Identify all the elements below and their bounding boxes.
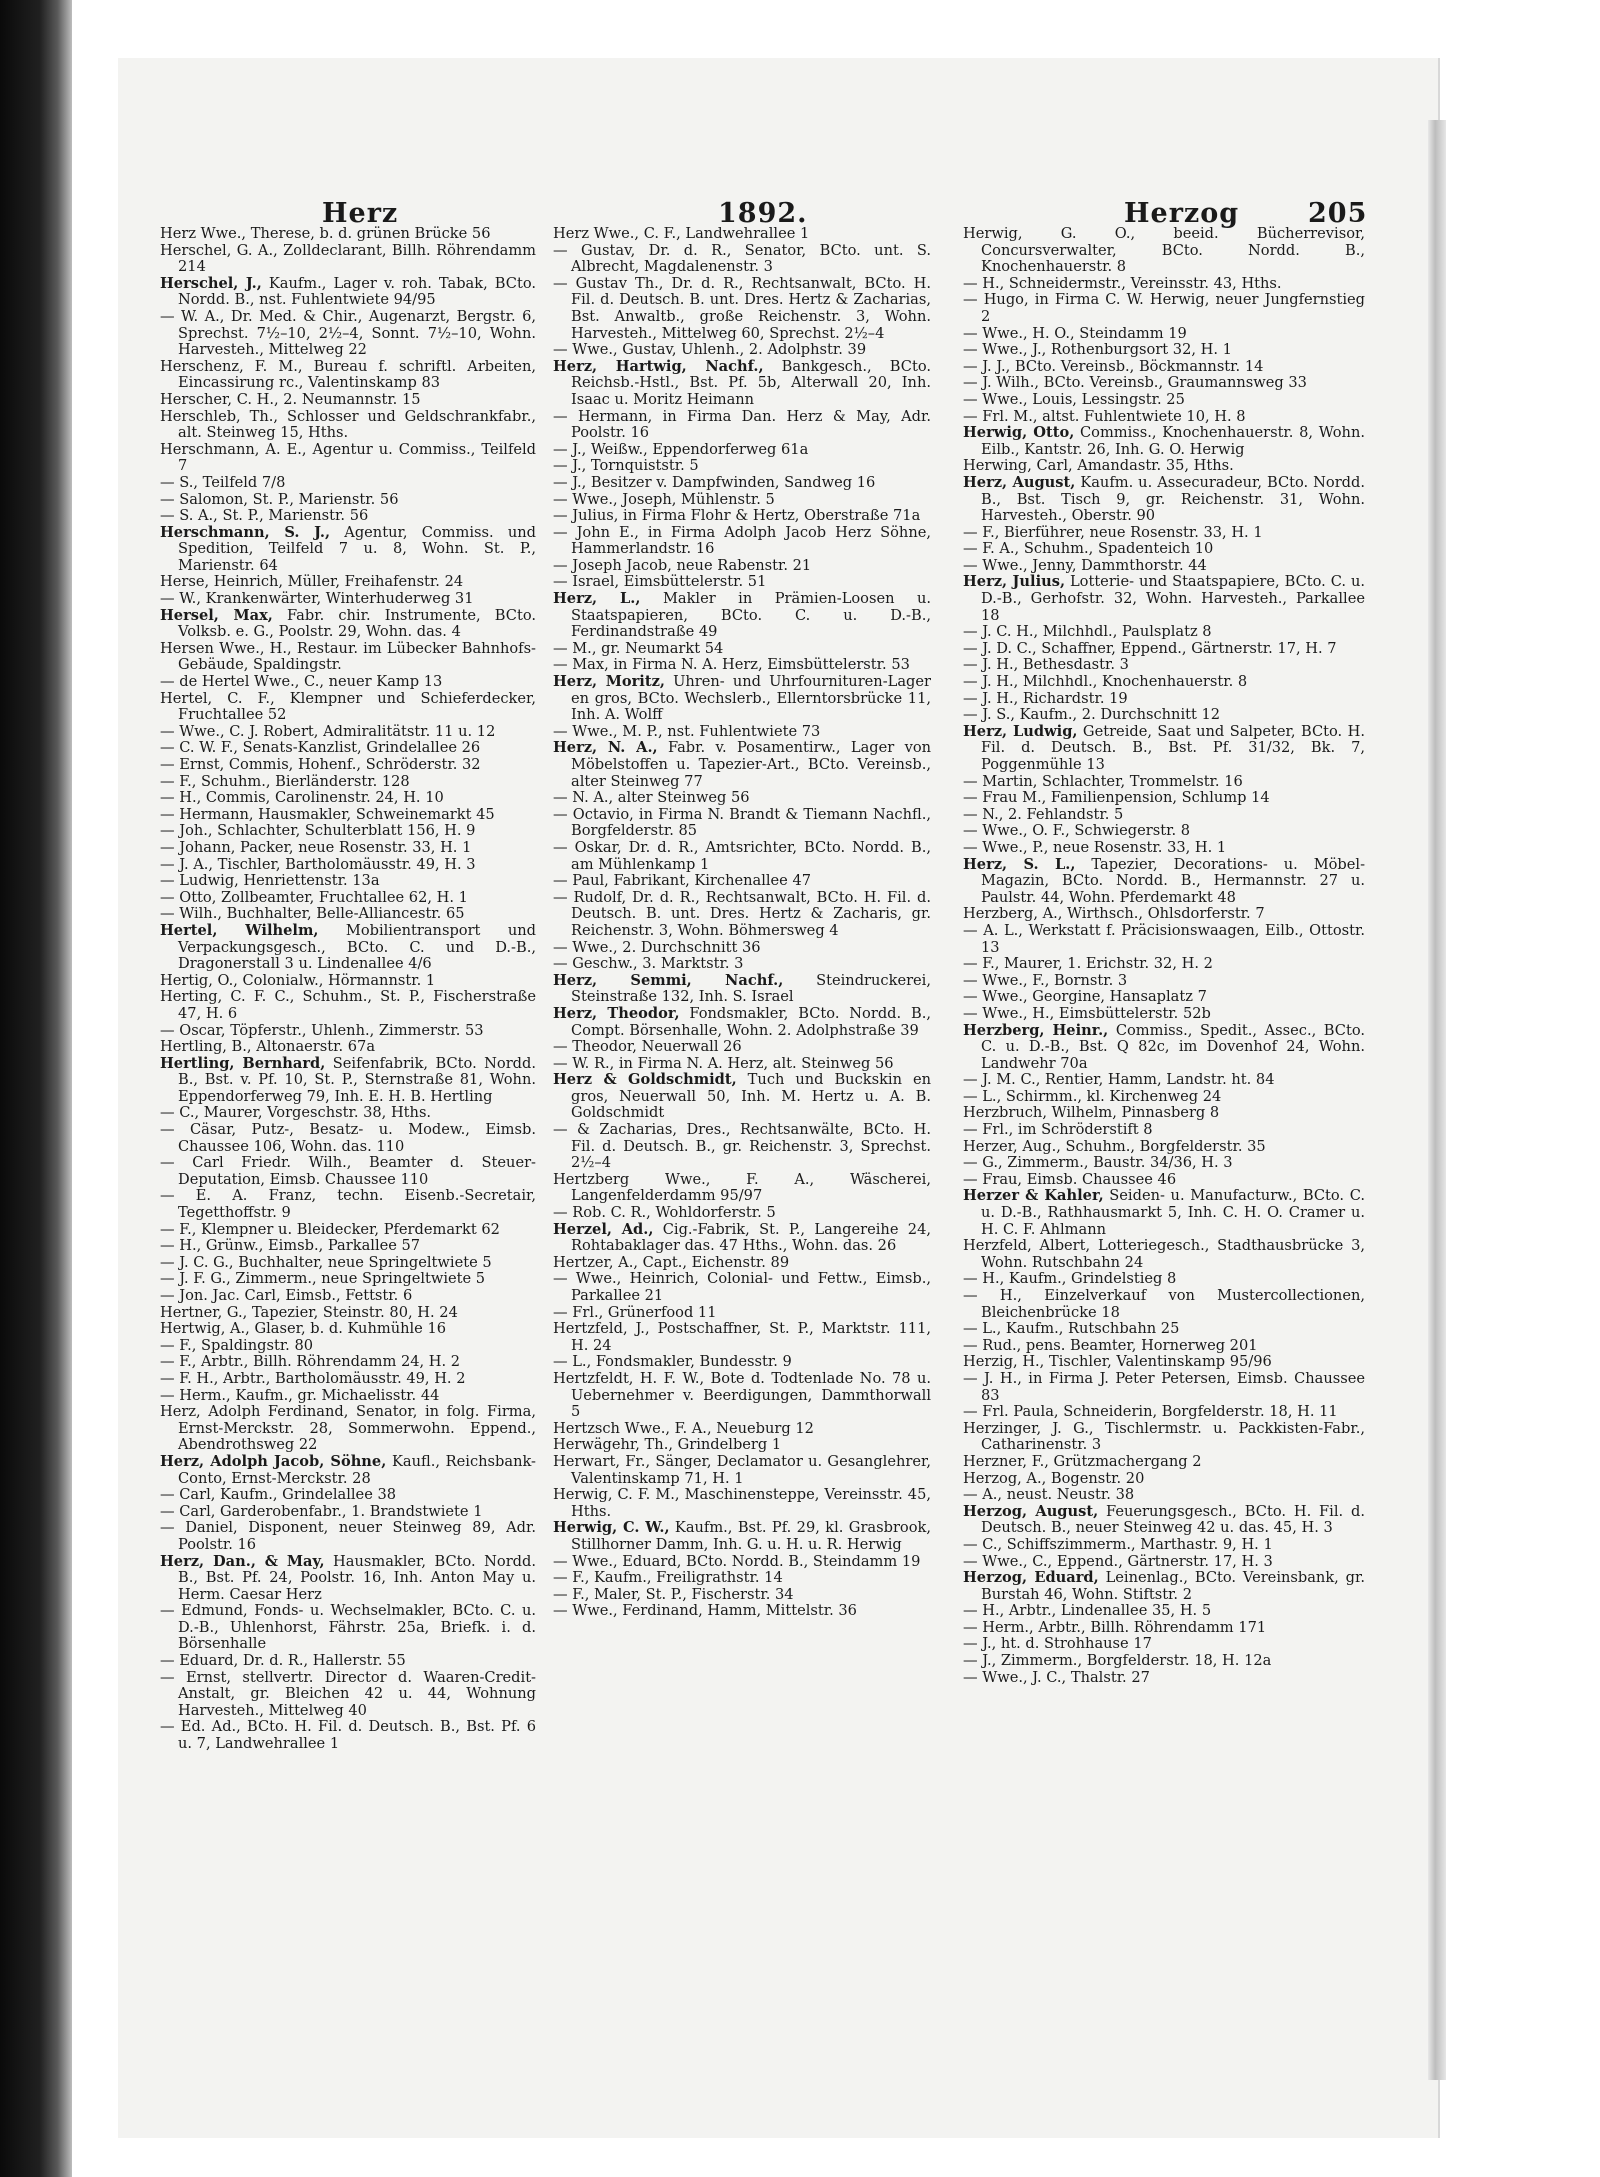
directory-entry: — A. L., Werkstatt f. Präcisionswaagen, Eilb., Ottostr. 13	[963, 921, 1365, 956]
directory-entry: — J., Weißw., Eppendorferweg 61a	[553, 440, 809, 458]
directory-entry: — Geschw., 3. Marktstr. 3	[553, 955, 744, 973]
directory-entry: Herzberg, A., Wirthsch., Ohlsdorferstr. 7	[963, 905, 1265, 923]
directory-entry: — Hermann, Hausmakler, Schweinemarkt 45	[160, 805, 495, 823]
directory-entry: — N., 2. Fehlandstr. 5	[963, 805, 1124, 823]
directory-entry: — C., Schiffszimmerm., Marthastr. 9, H. 1	[963, 1535, 1273, 1553]
directory-entry: Hertel, Wilhelm, Mobilientransport und Verpackungsgesch., BCto. C. und D.-B., Dragonerstall 3 u. Lindenallee 4/6	[160, 921, 536, 973]
directory-entry: — Wwe., F., Bornstr. 3	[963, 971, 1128, 989]
directory-entry: Hertling, B., Altonaerstr. 67a	[160, 1038, 376, 1056]
directory-entry: — Wwe., 2. Durchschnitt 36	[553, 938, 761, 956]
directory-entry: — Cäsar, Putz-, Besatz- u. Modew., Eimsb. Chaussee 106, Wohn. das. 110	[160, 1121, 536, 1155]
directory-entry: — A., neust. Neustr. 38	[963, 1486, 1135, 1504]
directory-entry: Herse, Heinrich, Müller, Freihafenstr. 24	[160, 573, 464, 591]
directory-entry: — W. A., Dr. Med. & Chir., Augenarzt, Bergstr. 6, Sprechst. 7½–10, 2½–4, Sonnt. 7½–10, Wohn. Harvesteh., Mittelweg 22	[160, 307, 536, 359]
directory-entry: — Wwe., C., Eppend., Gärtnerstr. 17, H. 3	[963, 1552, 1273, 1570]
directory-entry: Herz, Adolph Jacob, Söhne, Kaufl., Reichsbank-Conto, Ernst-Merckstr. 28	[160, 1452, 536, 1487]
directory-entry: — F., Maler, St. P., Fischerstr. 34	[553, 1585, 794, 1603]
directory-entry: Hersel, Max, Fabr. chir. Instrumente, BCto. Volksb. e. G., Poolstr. 29, Wohn. das. 4	[160, 606, 536, 641]
directory-entry: Herschel, G. A., Zolldeclarant, Billh. Röhrendamm 214	[160, 241, 536, 276]
directory-entry: — J. M. C., Rentier, Hamm, Landstr. ht. 84	[963, 1071, 1275, 1089]
directory-entry: — Daniel, Disponent, neuer Steinweg 89, Adr. Poolstr. 16	[160, 1519, 536, 1553]
directory-entry: Herwig, Otto, Commiss., Knochenhauerstr. 8, Wohn. Eilb., Kantstr. 26, Inh. G. O. Herwig	[963, 424, 1365, 458]
directory-entry: — Frl., im Schröderstift 8	[963, 1121, 1153, 1139]
directory-entry: — Ernst, Commis, Hohenf., Schröderstr. 32	[160, 756, 481, 773]
directory-entry: Hertzsch Wwe., F. A., Neueburg 12	[553, 1419, 814, 1437]
directory-entry: — Wwe., C. J. Robert, Admiralitätstr. 11 u. 12	[160, 722, 496, 740]
directory-entry: — C., Maurer, Vorgeschstr. 38, Hths.	[160, 1104, 432, 1122]
directory-entry: — Frau, Eimsb. Chaussee 46	[963, 1170, 1177, 1188]
directory-entry: Hertzberg Wwe., F. A., Wäscherei, Langenfelderdamm 95/97	[553, 1170, 931, 1205]
directory-entry: — F. H., Arbtr., Bartholomäusstr. 49, H. 2	[160, 1369, 466, 1387]
directory-entry: — C. W. F., Senats-Kanzlist, Grindelallee 26	[160, 739, 481, 757]
directory-entry: — Wwe., P., neue Rosenstr. 33, H. 1	[963, 838, 1227, 856]
directory-entry: Herwart, Fr., Sänger, Declamator u. Gesanglehrer, Valentinskamp 71, H. 1	[553, 1452, 931, 1487]
directory-entry: — Johann, Packer, neue Rosenstr. 33, H. 1	[160, 838, 472, 856]
directory-entry: — Theodor, Neuerwall 26	[553, 1038, 742, 1056]
directory-entry: Herzer & Kahler, Seiden- u. Manufacturw., BCto. C. u. D.-B., Rathhausmarkt 5, Inh. C. H. O. Cramer u. H. C. F. Ahlmann	[963, 1187, 1365, 1238]
directory-entry: Herz, Dan., & May, Hausmakler, BCto. Nordd. B., Bst. Pf. 24, Poolstr. 16, Inh. Anton May u. Herm. Caesar Herz	[160, 1552, 536, 1603]
directory-entry: — Israel, Eimsbüttelerstr. 51	[553, 573, 767, 591]
directory-entry: — Martin, Schlachter, Trommelstr. 16	[963, 772, 1243, 790]
directory-entry: — F., Schuhm., Bierländerstr. 128	[160, 772, 410, 790]
directory-entry: Herschmann, S. J., Agentur, Commiss. und Spedition, Teilfeld 7 u. 8, Wohn. St. P., Marienstr. 64	[160, 523, 536, 574]
directory-entry: — Max, in Firma N. A. Herz, Eimsbüttelerstr. 53	[553, 656, 910, 674]
directory-entry: — J. J., BCto. Vereinsb., Böckmannstr. 14	[963, 357, 1264, 375]
directory-entry: Herz Wwe., Therese, b. d. grünen Brücke 56	[160, 226, 491, 242]
directory-entry: — Frl. M., altst. Fuhlentwiete 10, H. 8	[963, 407, 1246, 425]
directory-entry: — F., Arbtr., Billh. Röhrendamm 24, H. 2	[160, 1353, 461, 1371]
directory-entry: — E. A. Franz, techn. Eisenb.-Secretair, Tegetthoffstr. 9	[160, 1187, 536, 1222]
directory-entry: — H., Kaufm., Grindelstieg 8	[963, 1270, 1177, 1288]
directory-entry: — Octavio, in Firma N. Brandt & Tiemann Nachfl., Borgfelderstr. 85	[553, 805, 931, 840]
directory-entry: Herzinger, J. G., Tischlermstr. u. Packkisten-Fabr., Catharinenstr. 3	[963, 1419, 1365, 1454]
directory-entry: — H., Arbtr., Lindenallee 35, H. 5	[963, 1602, 1212, 1620]
directory-entry: Herschleb, Th., Schlosser und Geldschrankfabr., alt. Steinweg 15, Hths.	[160, 407, 536, 442]
header-right-keyword: Herzog	[1124, 198, 1240, 229]
directory-entry: — H., Grünw., Eimsb., Parkallee 57	[160, 1237, 421, 1255]
directory-entry: — J., Zimmerm., Borgfelderstr. 18, H. 12a	[963, 1652, 1272, 1670]
directory-entry: — Wwe., Eduard, BCto. Nordd. B., Steindamm 19	[553, 1552, 921, 1570]
directory-entry: — Ludwig, Henriettenstr. 13a	[160, 872, 380, 890]
directory-entry: Herzner, F., Grützmachergang 2	[963, 1452, 1202, 1470]
directory-entry: — F., Bierführer, neue Rosenstr. 33, H. 1	[963, 523, 1263, 541]
directory-entry: — Wwe., Gustav, Uhlenh., 2. Adolphstr. 39	[553, 341, 867, 359]
directory-entry: Herz, Adolph Ferdinand, Senator, in folg. Firma, Ernst-Merckstr. 28, Sommerwohn. Eppend., Abendrothsweg 22	[160, 1403, 536, 1454]
directory-entry: Herwig, C. W., Kaufm., Bst. Pf. 29, kl. Grasbrook, Stillhorner Damm, Inh. G. u. H. u. R. Herwig	[553, 1519, 931, 1553]
directory-entry: — J. A., Tischler, Bartholomäusstr. 49, H. 3	[160, 855, 476, 873]
directory-entry: Herz, Ludwig, Getreide, Saat und Salpeter, BCto. H. Fil. d. Deutsch. B., Bst. Pf. 31/32, Bk. 7, Poggenmühle 13	[963, 722, 1365, 773]
directory-entry: — Wwe., Louis, Lessingstr. 25	[963, 390, 1185, 408]
directory-entry: — Herm., Kaufm., gr. Michaelisstr. 44	[160, 1386, 440, 1404]
directory-entry: — Frl. Paula, Schneiderin, Borgfelderstr. 18, H. 11	[963, 1403, 1338, 1421]
directory-entry: Herzog, A., Bogenstr. 20	[963, 1469, 1145, 1487]
directory-column-2	[553, 226, 931, 2086]
directory-entry: — & Zacharias, Dres., Rechtsanwälte, BCto. H. Fil. d. Deutsch. B., gr. Reichenstr. 3, Sprechst. 2½–4	[553, 1121, 931, 1172]
directory-entry: — J. H., in Firma J. Peter Petersen, Eimsb. Chaussee 83	[963, 1369, 1365, 1404]
directory-entry: — H., Einzelverkauf von Mustercollectionen, Bleichenbrücke 18	[963, 1287, 1365, 1321]
directory-entry: Herscher, C. H., 2. Neumannstr. 15	[160, 390, 421, 408]
directory-entry: — Wilh., Buchhalter, Belle-Alliancestr. 65	[160, 905, 465, 923]
directory-column-1	[160, 226, 536, 2086]
directory-entry: — Wwe., H. O., Steindamm 19	[963, 324, 1187, 342]
directory-entry: Herz, Semmi, Nachf., Steindruckerei, Steinstraße 132, Inh. S. Israel	[553, 971, 931, 1006]
directory-entry: Herz Wwe., C. F., Landwehrallee 1	[553, 226, 810, 242]
directory-entry: — F., Kaufm., Freiligrathstr. 14	[553, 1569, 783, 1587]
directory-entry: Herschmann, A. E., Agentur u. Commiss., Teilfeld 7	[160, 440, 536, 475]
directory-entry: — F. A., Schuhm., Spadenteich 10	[963, 540, 1214, 558]
directory-entry: Herz, Theodor, Fondsmakler, BCto. Nordd. B., Compt. Börsenhalle, Wohn. 2. Adolphstraße 39	[553, 1004, 931, 1039]
directory-entry: — Wwe., Georgine, Hansaplatz 7	[963, 988, 1207, 1006]
directory-entry: Herzbruch, Wilhelm, Pinnasberg 8	[963, 1104, 1220, 1122]
directory-entry: — Wwe., O. F., Schwiegerstr. 8	[963, 822, 1191, 840]
directory-entry: Herz & Goldschmidt, Tuch und Buckskin en gros, Neuerwall 50, Inh. M. Hertz u. A. B. Goldschmidt	[553, 1071, 931, 1122]
directory-entry: — W., Krankenwärter, Winterhuderweg 31	[160, 590, 474, 608]
directory-entry: Herz, L., Makler in Prämien-Loosen u. Staatspapieren, BCto. C. u. D.-B., Ferdinandstraße 49	[553, 590, 931, 641]
directory-entry: — J., Tornquiststr. 5	[553, 457, 699, 475]
directory-entry: Herz, Hartwig, Nachf., Bankgesch., BCto. Reichsb.-Hstl., Bst. Pf. 5b, Alterwall 20, Inh. Isaac u. Moritz Heimann	[553, 357, 931, 408]
directory-entry: Herz, S. L., Tapezier, Decorations- u. Möbel-Magazin, BCto. Nordd. B., Hermannstr. 27 u. Paulstr. 44, Wohn. Pferdemarkt 48	[963, 855, 1365, 906]
directory-column-3	[963, 226, 1365, 2086]
directory-entry: — J. F. G., Zimmerm., neue Springeltwiete 5	[160, 1270, 486, 1288]
directory-entry: Herz, August, Kaufm. u. Assecuradeur, BCto. Nordd. B., Bst. Tisch 9, gr. Reichenstr. 31, Wohn. Harvesteh., Oberstr. 90	[963, 473, 1365, 525]
header-left-keyword: Herz	[322, 198, 399, 229]
directory-entry: — J. C. G., Buchhalter, neue Springeltwiete 5	[160, 1253, 492, 1271]
directory-entry: — Hugo, in Firma C. W. Herwig, neuer Jungfernstieg 2	[963, 291, 1365, 325]
directory-entry: Hersen Wwe., H., Restaur. im Lübecker Bahnhofs-Gebäude, Spaldingstr.	[160, 639, 536, 674]
directory-entry: — J. D. C., Schaffner, Eppend., Gärtnerstr. 17, H. 7	[963, 639, 1337, 657]
directory-entry: Hertzfeldt, H. F. W., Bote d. Todtenlade No. 78 u. Uebernehmer v. Beerdigungen, Dammthorwall 5	[553, 1369, 931, 1421]
directory-entry: — H., Commis, Carolinenstr. 24, H. 10	[160, 789, 444, 807]
directory-entry: — J. C. H., Milchhdl., Paulsplatz 8	[963, 623, 1212, 641]
directory-entry: — Wwe., J. C., Thalstr. 27	[963, 1668, 1150, 1686]
directory-entry: — G., Zimmerm., Baustr. 34/36, H. 3	[963, 1154, 1233, 1172]
directory-entry: Herwig, C. F. M., Maschinensteppe, Vereinsstr. 45, Hths.	[553, 1486, 931, 1520]
directory-entry: — Wwe., J., Rothenburgsort 32, H. 1	[963, 341, 1232, 359]
directory-entry: — Hermann, in Firma Dan. Herz & May, Adr. Poolstr. 16	[553, 407, 931, 442]
directory-entry: — Wwe., M. P., nst. Fuhlentwiete 73	[553, 722, 821, 740]
directory-entry: Herwing, Carl, Amandastr. 35, Hths.	[963, 457, 1234, 475]
header-year: 1892.	[718, 198, 808, 229]
directory-entry: — Gustav Th., Dr. d. R., Rechtsanwalt, BCto. H. Fil. d. Deutsch. B. unt. Dres. Hertz & Zacharias, Bst. Anwaltb., große Reichenstr. 3, Wohn. Harvesteh., Mittelweg 60, Sprechst. 2½–4	[553, 274, 931, 342]
directory-entry: — Eduard, Dr. d. R., Hallerstr. 55	[160, 1652, 406, 1670]
page-number: 205	[1308, 198, 1368, 229]
directory-entry: — Wwe., H., Eimsbüttelerstr. 52b	[963, 1004, 1211, 1022]
directory-entry: — Joh., Schlachter, Schulterblatt 156, H. 9	[160, 822, 476, 840]
directory-entry: — J. H., Bethesdastr. 3	[963, 656, 1129, 674]
directory-entry: Herwägehr, Th., Grindelberg 1	[553, 1436, 782, 1454]
directory-entry: Herzfeld, Albert, Lotteriegesch., Stadthausbrücke 3, Wohn. Rutschbahn 24	[963, 1237, 1365, 1271]
directory-entry: — W. R., in Firma N. A. Herz, alt. Steinweg 56	[553, 1054, 894, 1072]
directory-entry: Herz, N. A., Fabr. v. Posamentirw., Lager von Möbelstoffen u. Tapezier-Art., BCto. Vereinsb., alter Steinweg 77	[553, 739, 931, 790]
directory-entry: — Salomon, St. P., Marienstr. 56	[160, 490, 399, 508]
directory-entry: — J. H., Richardstr. 19	[963, 689, 1128, 707]
directory-entry: — S., Teilfeld 7/8	[160, 473, 286, 491]
directory-entry: — J., Besitzer v. Dampfwinden, Sandweg 16	[553, 473, 876, 491]
directory-entry: — M., gr. Neumarkt 54	[553, 639, 724, 657]
directory-entry: — de Hertel Wwe., C., neuer Kamp 13	[160, 673, 443, 691]
directory-entry: Hertzer, A., Capt., Eichenstr. 89	[553, 1253, 790, 1271]
directory-entry: Herting, C. F. C., Schuhm., St. P., Fischerstraße 47, H. 6	[160, 988, 536, 1022]
directory-entry: — F., Maurer, 1. Erichstr. 32, H. 2	[963, 955, 1213, 973]
page-edge	[1428, 120, 1446, 2080]
directory-entry: — L., Schirmm., kl. Kirchenweg 24	[963, 1087, 1222, 1105]
directory-entry: — J. S., Kaufm., 2. Durchschnitt 12	[963, 706, 1221, 724]
directory-entry: Herzog, August, Feuerungsgesch., BCto. H. Fil. d. Deutsch. B., neuer Steinweg 42 u. das. 45, H. 3	[963, 1502, 1365, 1537]
directory-entry: — Rudolf, Dr. d. R., Rechtsanwalt, BCto. H. Fil. d. Deutsch. B. unt. Dres. Hertz & Zacharis, gr. Reichenstr. 3, Wohn. Böhmersweg 4	[553, 888, 931, 939]
directory-entry: Hertel, C. F., Klempner und Schieferdecker, Fruchtallee 52	[160, 689, 536, 724]
directory-entry: — Paul, Fabrikant, Kirchenallee 47	[553, 872, 812, 890]
directory-entry: Herzel, Ad., Cig.-Fabrik, St. P., Langereihe 24, Rohtabaklager das. 47 Hths., Wohn. das. 26	[553, 1220, 931, 1255]
directory-entry: — Edmund, Fonds- u. Wechselmakler, BCto. C. u. D.-B., Uhlenhorst, Fährstr. 25a, Briefk. i. d. Börsenhalle	[160, 1602, 536, 1653]
directory-entry: Herwig, G. O., beeid. Bücherrevisor, Concursverwalter, BCto. Nordd. B., Knochenhauerstr. 8	[963, 226, 1365, 276]
directory-entry: — Frau M., Familienpension, Schlump 14	[963, 789, 1270, 807]
directory-entry: — Wwe., Jenny, Dammthorstr. 44	[963, 556, 1207, 574]
directory-entry: Herzog, Eduard, Leinenlag., BCto. Vereinsbank, gr. Burstah 46, Wohn. Stiftstr. 2	[963, 1569, 1365, 1603]
directory-entry: — L., Kaufm., Rutschbahn 25	[963, 1320, 1180, 1338]
directory-entry: — J., ht. d. Strohhause 17	[963, 1635, 1152, 1653]
directory-entry: — Wwe., Ferdinand, Hamm, Mittelstr. 36	[553, 1602, 857, 1620]
directory-entry: — N. A., alter Steinweg 56	[553, 789, 750, 807]
directory-entry: — H., Schneidermstr., Vereinsstr. 43, Hths.	[963, 274, 1282, 292]
directory-entry: Herz, Julius, Lotterie- und Staatspapiere, BCto. C. u. D.-B., Gerhofstr. 32, Wohn. Harvesteh., Parkallee 18	[963, 573, 1365, 624]
directory-entry: — Gustav, Dr. d. R., Senator, BCto. unt. S. Albrecht, Magdalenenstr. 3	[553, 241, 931, 276]
directory-entry: — Rud., pens. Beamter, Hornerweg 201	[963, 1336, 1258, 1354]
directory-entry: Hertzfeld, J., Postschaffner, St. P., Marktstr. 111, H. 24	[553, 1320, 931, 1354]
directory-entry: — Carl Friedr. Wilh., Beamter d. Steuer-Deputation, Eimsb. Chaussee 110	[160, 1154, 536, 1188]
directory-entry: — F., Klempner u. Bleidecker, Pferdemarkt 62	[160, 1220, 500, 1238]
directory-entry: — J. Wilh., BCto. Vereinsb., Graumannsweg 33	[963, 374, 1307, 392]
directory-entry: — Ernst, stellvertr. Director d. Waaren-Credit-Anstalt, gr. Bleichen 42 u. 44, Wohnung Harvesteh., Mittelweg 40	[160, 1668, 536, 1719]
directory-entry: Herzig, H., Tischler, Valentinskamp 95/96	[963, 1353, 1272, 1371]
directory-entry: Hertwig, A., Glaser, b. d. Kuhmühle 16	[160, 1320, 447, 1338]
directory-entry: Herzberg, Heinr., Commiss., Spedit., Assec., BCto. C. u. D.-B., Bst. Q 82c, im Dovenhof 24, Wohn. Landwehr 70a	[963, 1021, 1365, 1072]
directory-entry: — J. H., Milchhdl., Knochenhauerstr. 8	[963, 673, 1248, 691]
directory-entry: — F., Spaldingstr. 80	[160, 1336, 314, 1354]
directory-entry: — Joseph Jacob, neue Rabenstr. 21	[553, 556, 812, 574]
directory-entry: Herschenz, F. M., Bureau f. schriftl. Arbeiten, Eincassirung rc., Valentinskamp 83	[160, 357, 536, 392]
directory-entry: — Carl, Garderobenfabr., 1. Brandstwiete 1	[160, 1502, 483, 1520]
directory-entry: — Frl., Grünerfood 11	[553, 1303, 717, 1321]
book-spine-shadow	[0, 0, 72, 2177]
directory-entry: — Oscar, Töpferstr., Uhlenh., Zimmerstr. 53	[160, 1021, 484, 1039]
directory-entry: — Wwe., Joseph, Mühlenstr. 5	[553, 490, 775, 508]
directory-entry: — Rob. C. R., Wohldorferstr. 5	[553, 1204, 776, 1222]
directory-entry: — Otto, Zollbeamter, Fruchtallee 62, H. 1	[160, 888, 468, 906]
directory-entry: — L., Fondsmakler, Bundesstr. 9	[553, 1353, 792, 1371]
directory-entry: — Ed. Ad., BCto. H. Fil. d. Deutsch. B., Bst. Pf. 6 u. 7, Landwehrallee 1	[160, 1718, 536, 1753]
directory-entry: — Jon. Jac. Carl, Eimsb., Fettstr. 6	[160, 1287, 413, 1304]
directory-entry: Hertner, G., Tapezier, Steinstr. 80, H. 24	[160, 1303, 458, 1321]
directory-entry: Hertig, O., Colonialw., Hörmannstr. 1	[160, 971, 436, 989]
directory-entry: — Julius, in Firma Flohr & Hertz, Oberstraße 71a	[553, 507, 921, 525]
directory-entry: — S. A., St. P., Marienstr. 56	[160, 507, 369, 525]
directory-entry: — Oskar, Dr. d. R., Amtsrichter, BCto. Nordd. B., am Mühlenkamp 1	[553, 838, 931, 873]
directory-entry: — Carl, Kaufm., Grindelallee 38	[160, 1486, 397, 1504]
directory-entry: Herzer, Aug., Schuhm., Borgfelderstr. 35	[963, 1137, 1266, 1155]
directory-entry: Hertling, Bernhard, Seifenfabrik, BCto. Nordd. B., Bst. v. Pf. 10, St. P., Sternstraße 81, Wohn. Eppendorferweg 79, Inh. E. H. B. Hertling	[160, 1054, 536, 1105]
directory-entry: — Wwe., Heinrich, Colonial- und Fettw., Eimsb., Parkallee 21	[553, 1270, 931, 1304]
directory-entry: — Herm., Arbtr., Billh. Röhrendamm 171	[963, 1618, 1267, 1636]
directory-entry: Herschel, J., Kaufm., Lager v. roh. Tabak, BCto. Nordd. B., nst. Fuhlentwiete 94/95	[160, 274, 536, 309]
directory-entry: — John E., in Firma Adolph Jacob Herz Söhne, Hammerlandstr. 16	[553, 523, 931, 558]
directory-entry: Herz, Moritz, Uhren- und Uhrfournituren-Lager en gros, BCto. Wechslerb., Ellerntorsbrücke 11, Inh. A. Wolff	[553, 673, 931, 724]
